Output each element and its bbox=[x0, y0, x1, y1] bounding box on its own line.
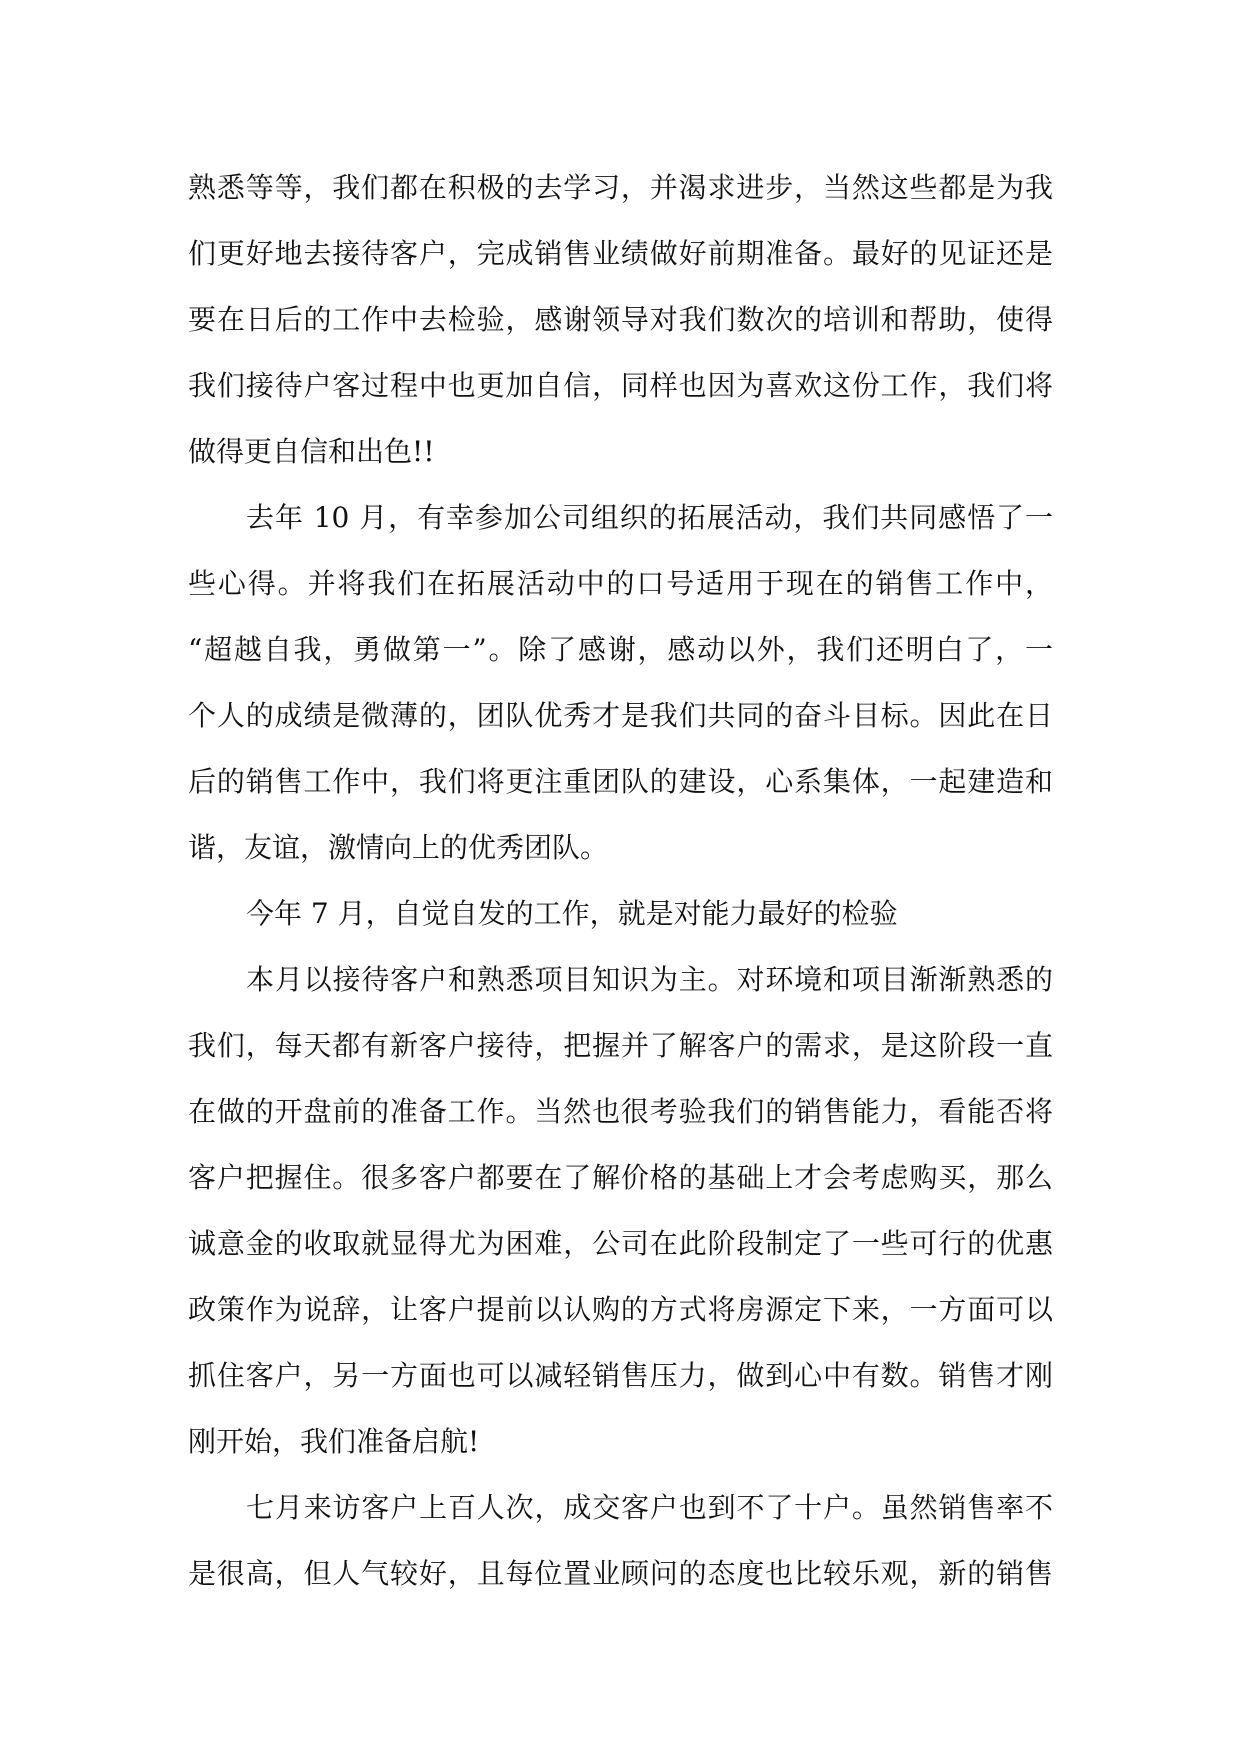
paragraph bbox=[188, 155, 1053, 485]
text-line: 去年 10 月，有幸参加公司组织的拓展活动，我们共同感悟了一 bbox=[246, 501, 1053, 534]
paragraph bbox=[188, 881, 1053, 947]
text-line: 我们接待户客过程中也更加自信，同样也因为喜欢这份工作，我们将 bbox=[188, 369, 1053, 402]
text-line: 在做的开盘前的准备工作。当然也很考验我们的销售能力，看能否将 bbox=[188, 1095, 1053, 1128]
text-line: 谐，友谊，激情向上的优秀团队。 bbox=[188, 831, 609, 864]
paragraph bbox=[188, 485, 1053, 881]
text-line: “超越自我，勇做第一”。除了感谢，感动以外，我们还明白了，一 bbox=[188, 633, 1053, 666]
text-line: 今年 7 月，自觉自发的工作，就是对能力最好的检验 bbox=[246, 897, 898, 930]
text-line: 抓住客户，另一方面也可以减轻销售压力，做到心中有数。销售才刚 bbox=[188, 1359, 1053, 1392]
text-line: 政策作为说辞，让客户提前以认购的方式将房源定下来，一方面可以 bbox=[188, 1293, 1053, 1326]
text-line: 们更好地去接待客户，完成销售业绩做好前期准备。最好的见证还是 bbox=[188, 237, 1053, 270]
text-line: 要在日后的工作中去检验，感谢领导对我们数次的培训和帮助，使得 bbox=[188, 303, 1053, 336]
document-body bbox=[188, 155, 1053, 1607]
text-line: 后的销售工作中，我们将更注重团队的建设，心系集体，一起建造和 bbox=[188, 765, 1053, 798]
text-line: 个人的成绩是微薄的，团队优秀才是我们共同的奋斗目标。因此在日 bbox=[188, 699, 1053, 732]
text-line: 我们，每天都有新客户接待，把握并了解客户的需求，是这阶段一直 bbox=[188, 1029, 1053, 1062]
text-line: 是很高，但人气较好，且每位置业顾问的态度也比较乐观，新的销售 bbox=[188, 1557, 1053, 1590]
paragraph bbox=[188, 1475, 1053, 1607]
paragraph bbox=[188, 947, 1053, 1475]
text-line: 本月以接待客户和熟悉项目知识为主。对环境和项目渐渐熟悉的 bbox=[246, 963, 1053, 996]
text-line: 些心得。并将我们在拓展活动中的口号适用于现在的销售工作中， bbox=[188, 567, 1053, 600]
text-line: 做得更自信和出色!! bbox=[188, 435, 435, 468]
text-line: 刚开始，我们准备启航! bbox=[188, 1425, 480, 1458]
text-line: 客户把握住。很多客户都要在了解价格的基础上才会考虑购买，那么 bbox=[188, 1161, 1053, 1194]
text-line: 诚意金的收取就显得尤为困难，公司在此阶段制定了一些可行的优惠 bbox=[188, 1227, 1053, 1260]
text-line: 熟悉等等，我们都在积极的去学习，并渴求进步，当然这些都是为我 bbox=[188, 171, 1053, 204]
text-line: 七月来访客户上百人次，成交客户也到不了十户。虽然销售率不 bbox=[246, 1491, 1053, 1524]
